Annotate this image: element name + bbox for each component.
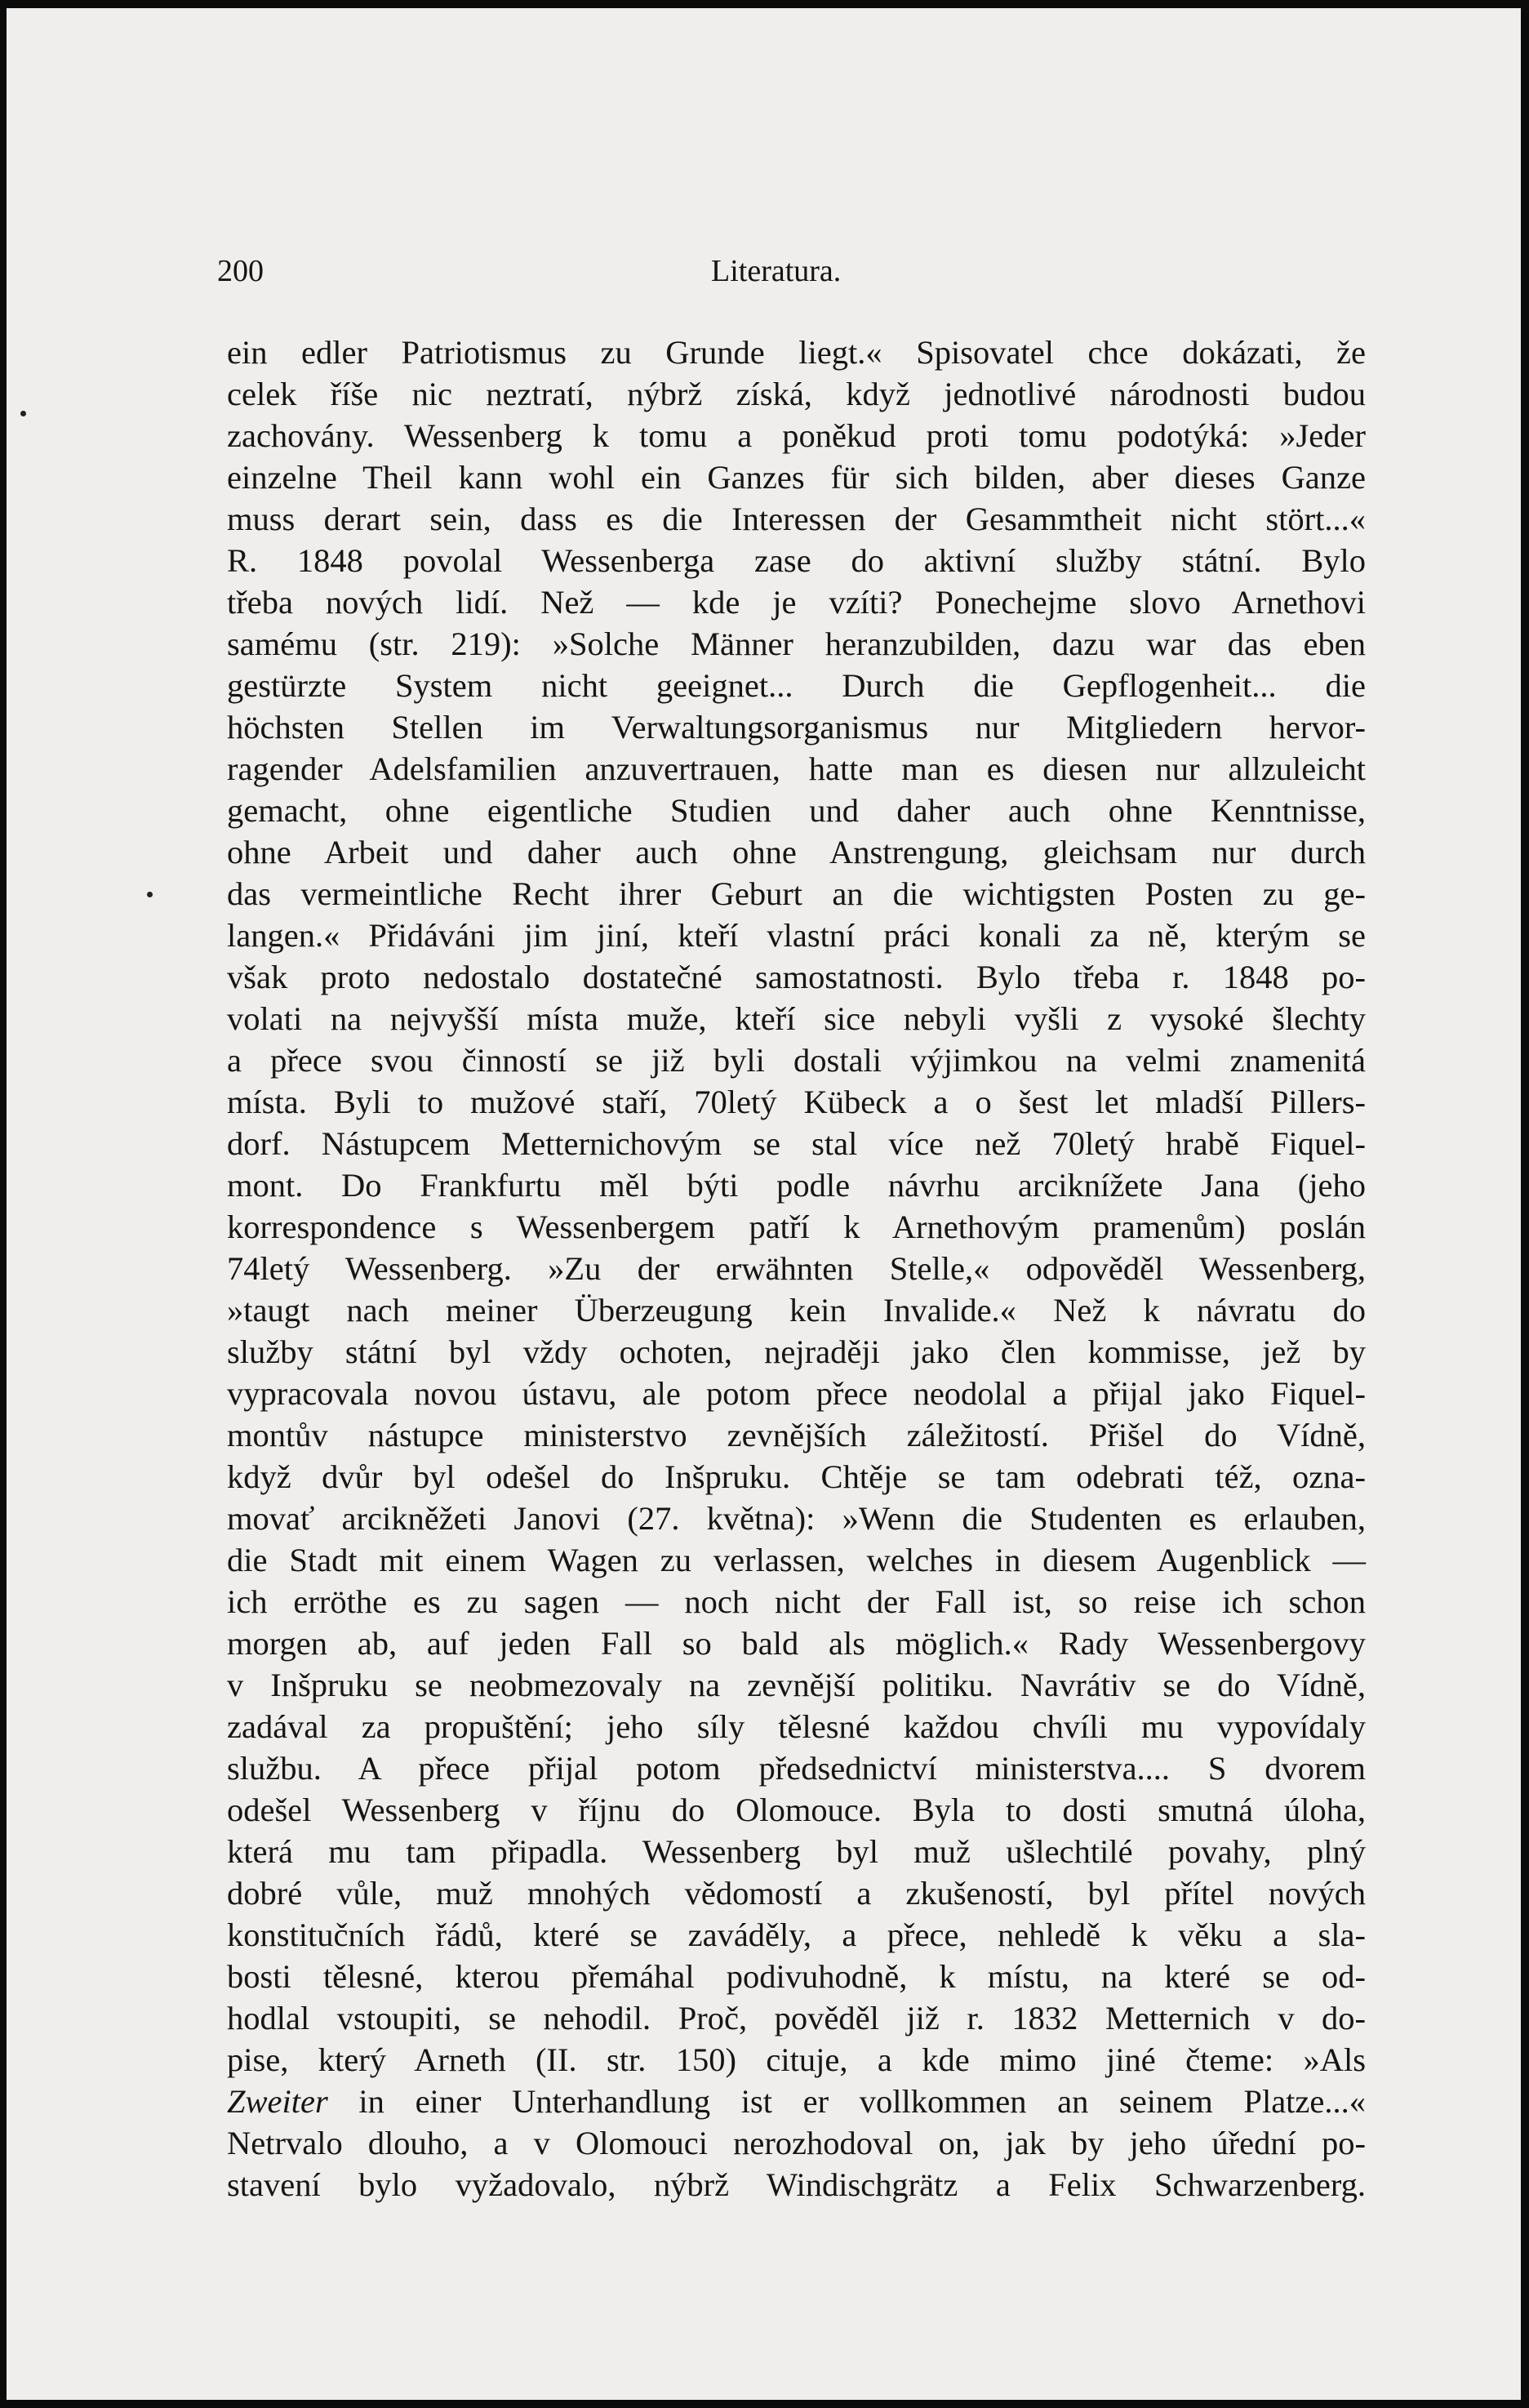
running-title: Literatura.	[711, 254, 842, 288]
text-line: vypracovala novou ústavu, ale potom přece neodolal a přijal jako Fiquel-	[227, 1375, 1366, 1412]
text-line: muss derart sein, dass es die Interessen der Gesammtheit nicht stört...«	[227, 501, 1366, 537]
text-line: zachovány. Wessenberg k tomu a poněkud proti tomu podotýká: »Jeder	[227, 417, 1366, 454]
text-line: das vermeintliche Recht ihrer Geburt an die wichtigsten Posten zu ge-	[227, 875, 1366, 912]
text-line: ragender Adelsfamilien anzuvertrauen, hatte man es diesen nur allzuleicht	[227, 750, 1366, 787]
text-line: einzelne Theil kann wohl ein Ganzes für sich bilden, aber dieses Ganze	[227, 459, 1366, 496]
text-line: ein edler Patriotismus zu Grunde liegt.« Spisovatel chce dokázati, že	[227, 334, 1366, 371]
text-line: hodlal vstoupiti, se nehodil. Proč, pověděl již r. 1832 Metternich v do-	[227, 2000, 1366, 2036]
page-header	[217, 253, 1376, 294]
text-line: zadával za propuštění; jeho síly tělesné každou chvíli mu vypovídaly	[227, 1708, 1366, 1745]
text-line: mont. Do Frankfurtu měl býti podle návrhu arciknížete Jana (jeho	[227, 1167, 1366, 1204]
text-line: konstitučních řádů, které se zaváděly, a přece, nehledě k věku a sla-	[227, 1916, 1366, 1953]
text-line: movať arcikněžeti Janovi (27. května): »Wenn die Studenten es erlauben,	[227, 1500, 1366, 1537]
text-line: langen.« Přidáváni jim jiní, kteří vlastní práci konali za ně, kterým se	[227, 917, 1366, 954]
text-line: služby státní byl vždy ochoten, nejraději jako člen kommisse, jež by	[227, 1333, 1366, 1370]
text-line: die Stadt mit einem Wagen zu verlassen, welches in diesem Augenblick —	[227, 1542, 1366, 1578]
book-page	[7, 8, 1521, 2400]
text-line: místa. Byli to mužové staří, 70letý Kübeck a o šest let mladší Pillers-	[227, 1084, 1366, 1120]
text-line: pise, který Arneth (II. str. 150) cituje, a kde mimo jiné čteme: »Als	[227, 2041, 1366, 2078]
text-line-rest: in einer Unterhandlung ist er vollkommen an seinem Platze...«	[358, 2083, 1367, 2120]
text-line: ohne Arbeit und daher auch ohne Anstrengung, gleichsam nur durch	[227, 834, 1366, 870]
text-line: »taugt nach meiner Überzeugung kein Invalide.« Než k návratu do	[227, 1292, 1366, 1329]
text-line: však proto nedostalo dostatečné samostatnosti. Bylo třeba r. 1848 po-	[227, 959, 1366, 995]
text-line: samému (str. 219): »Solche Männer heranzubilden, dazu war das eben	[227, 625, 1366, 662]
text-line: höchsten Stellen im Verwaltungsorganismus nur Mitgliedern hervor-	[227, 709, 1366, 746]
text-line: když dvůr byl odešel do Inšpruku. Chtěje se tam odebrati též, ozna-	[227, 1458, 1366, 1495]
text-line: službu. A přece přijal potom předsednictví ministerstva.... S dvorem	[227, 1750, 1366, 1787]
ink-speck	[20, 411, 26, 416]
text-line: třeba nových lidí. Než — kde je vzíti? Ponechejme slovo Arnethovi	[227, 584, 1366, 621]
text-line: bosti tělesné, kterou přemáhal podivuhodně, k místu, na které se od-	[227, 1958, 1366, 1995]
text-line: morgen ab, auf jeden Fall so bald als möglich.« Rady Wessenbergovy	[227, 1625, 1366, 1662]
page-number: 200	[217, 254, 264, 288]
text-line: gestürzte System nicht geeignet... Durch die Gepflogenheit... die	[227, 667, 1366, 704]
text-line: odešel Wessenberg v říjnu do Olomouce. Byla to dosti smutná úloha,	[227, 1792, 1366, 1828]
text-line: R. 1848 povolal Wessenberga zase do aktivní služby státní. Bylo	[227, 542, 1366, 579]
text-line: ich erröthe es zu sagen — noch nicht der Fall ist, so reise ich schon	[227, 1583, 1366, 1620]
text-line: dobré vůle, muž mnohých vědomostí a zkušeností, byl přítel nových	[227, 1875, 1366, 1912]
text-line: volati na nejvyšší místa muže, kteří sice nebyli vyšli z vysoké šlechty	[227, 1000, 1366, 1037]
text-line-with-italic	[227, 2081, 1366, 2122]
text-line: Netrvalo dlouho, a v Olomouci nerozhodoval on, jak by jeho úřední po-	[227, 2125, 1366, 2161]
text-line: stavení bylo vyžadovalo, nýbrž Windischgrätz a Felix Schwarzenberg.	[227, 2166, 1366, 2203]
text-line: a přece svou činností se již byli dostali výjimkou na velmi znamenitá	[227, 1042, 1366, 1079]
text-line: montův nástupce ministerstvo zevnějších záležitostí. Přišel do Vídně,	[227, 1417, 1366, 1453]
ink-speck	[147, 892, 153, 897]
text-line: v Inšpruku se neobmezovaly na zevnější politiku. Navrátiv se do Vídně,	[227, 1667, 1366, 1703]
italic-word: Zweiter	[227, 2083, 328, 2120]
body-text	[227, 332, 1366, 2205]
text-line: 74letý Wessenberg. »Zu der erwähnten Stelle,« odpověděl Wessenberg,	[227, 1250, 1366, 1287]
text-line: celek říše nic neztratí, nýbrž získá, když jednotlivé národnosti budou	[227, 376, 1366, 412]
text-line: gemacht, ohne eigentliche Studien und daher auch ohne Kenntnisse,	[227, 792, 1366, 829]
text-line: která mu tam připadla. Wessenberg byl muž ušlechtilé povahy, plný	[227, 1833, 1366, 1870]
text-line: korrespondence s Wessenbergem patří k Arnethovým pramenům) poslán	[227, 1208, 1366, 1245]
text-line: dorf. Nástupcem Metternichovým se stal více než 70letý hrabě Fiquel-	[227, 1125, 1366, 1162]
